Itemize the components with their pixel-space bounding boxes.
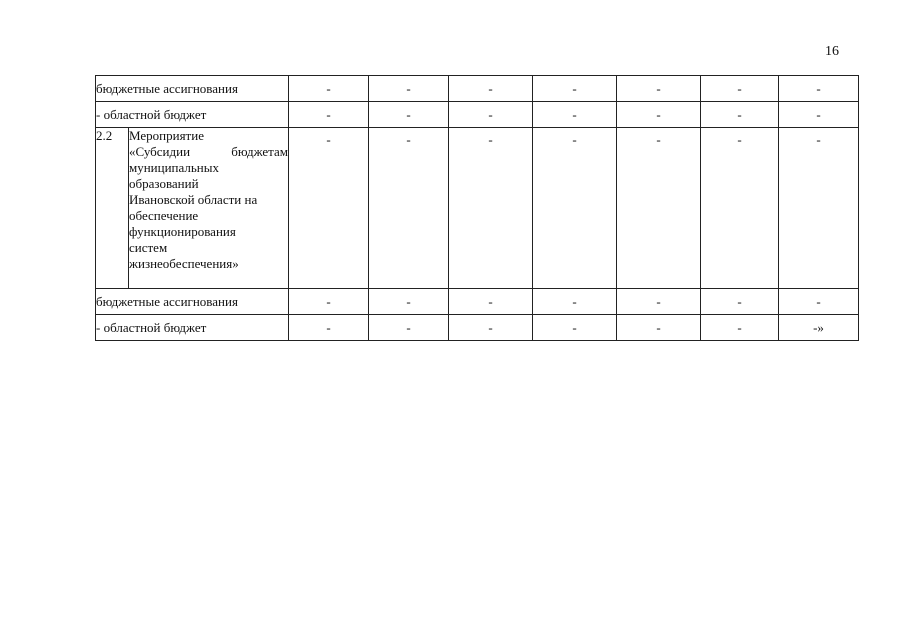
table-cell: - [701, 102, 779, 128]
table-cell: - [617, 76, 701, 102]
table-cell: - [289, 128, 369, 289]
description-line: Мероприятие [129, 128, 204, 143]
table-cell: - [449, 128, 533, 289]
table-cell: - [617, 128, 701, 289]
description-line: Ивановской области на [129, 192, 258, 207]
table-cell: - [533, 315, 617, 341]
table-row [96, 289, 859, 315]
table-cell: - [701, 289, 779, 315]
row-label: - областной бюджет [96, 102, 289, 128]
table-cell: - [779, 289, 859, 315]
table-cell: - [701, 315, 779, 341]
table-cell: - [369, 102, 449, 128]
description-line: «Субсидии бюджетам [129, 144, 288, 159]
table-cell: - [701, 76, 779, 102]
table-cell: - [779, 76, 859, 102]
item-description [129, 128, 289, 289]
table-cell: - [369, 128, 449, 289]
table-row [96, 76, 859, 102]
row-label: бюджетные ассигнования [96, 76, 289, 102]
description-line: муниципальных [129, 160, 220, 175]
table-cell: - [449, 76, 533, 102]
table-cell: - [369, 315, 449, 341]
description-line: обеспечение [129, 208, 199, 223]
table-cell: - [617, 315, 701, 341]
table-cell: - [533, 128, 617, 289]
table-cell: - [369, 289, 449, 315]
table-cell: - [289, 76, 369, 102]
table-row [96, 128, 859, 289]
description-line: систем [129, 240, 168, 255]
item-number: 2.2 [96, 128, 129, 289]
table-row [96, 102, 859, 128]
table-row [96, 315, 859, 341]
row-label: бюджетные ассигнования [96, 289, 289, 315]
table-cell: - [533, 289, 617, 315]
table-cell: - [449, 102, 533, 128]
table-cell: - [289, 315, 369, 341]
table-cell: - [289, 102, 369, 128]
row-label: - областной бюджет [96, 315, 289, 341]
table-cell: - [449, 289, 533, 315]
table-cell: - [617, 102, 701, 128]
description-line: жизнеобеспечения» [129, 256, 239, 271]
table-cell: - [369, 76, 449, 102]
budget-table [95, 75, 859, 341]
table-cell: -» [779, 315, 859, 341]
page-number: 16 [825, 44, 839, 59]
table-cell: - [779, 128, 859, 289]
description-line: функционирования [129, 224, 236, 239]
table-cell: - [617, 289, 701, 315]
table-cell: - [449, 315, 533, 341]
table-cell: - [533, 76, 617, 102]
table-cell: - [533, 102, 617, 128]
table-cell: - [289, 289, 369, 315]
table-cell: - [701, 128, 779, 289]
description-line: образований [129, 176, 199, 191]
table-cell: - [779, 102, 859, 128]
